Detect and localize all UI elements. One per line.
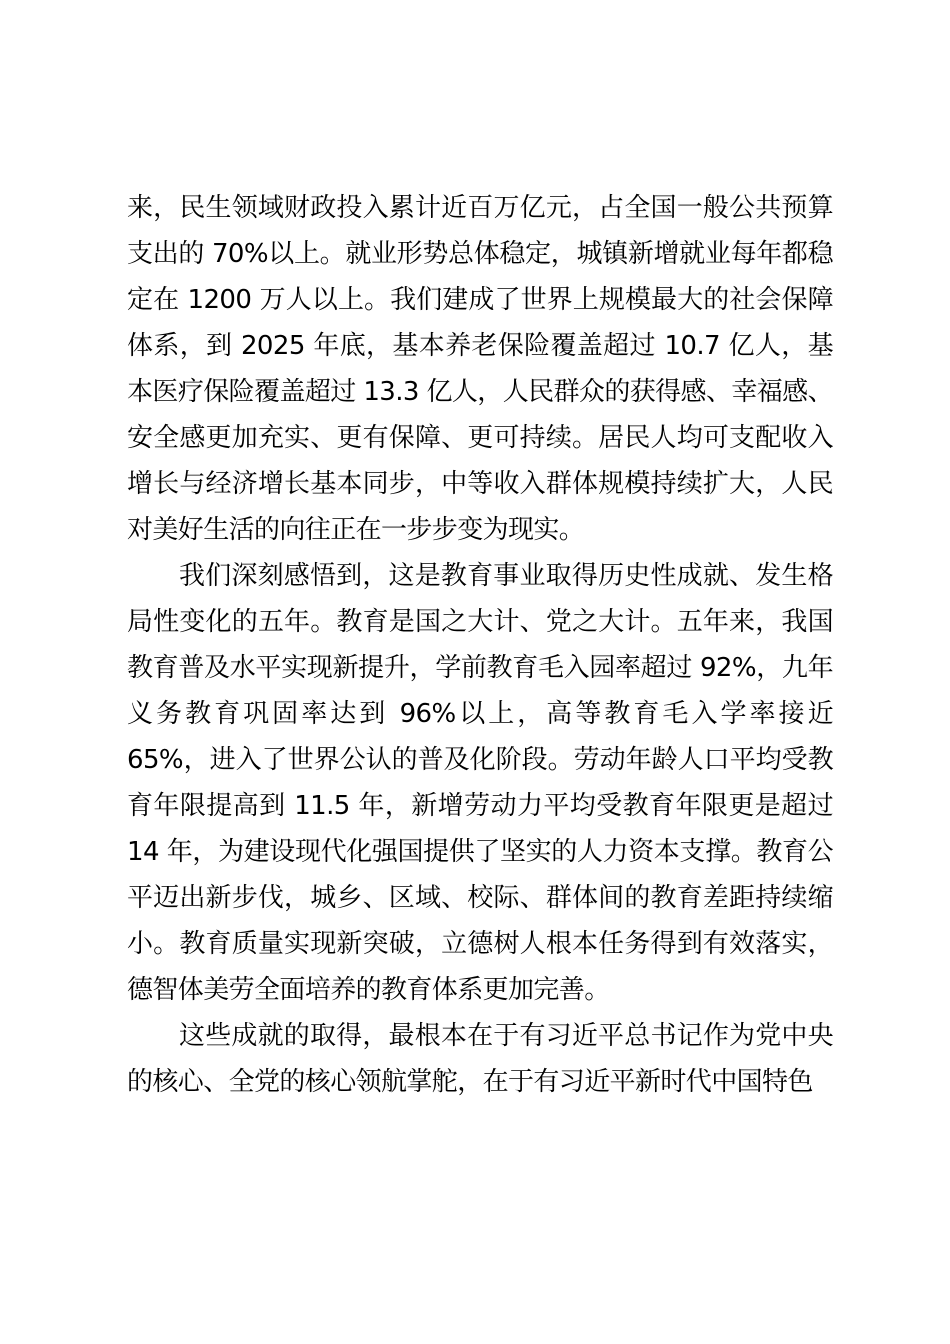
paragraph-education: 我们深刻感悟到，这是教育事业取得历史性成就、发生格局性变化的五年。教育是国之大计、党之大计。五年来，我国教育普及水平实现新提升，学前教育毛入园率超过 92%，九年义务教育巩固率达到 96%以上，高等教育毛入学率接近 65%，进入了世界公认的普及化阶段。劳动年龄人口平均受教育年限提高到 11.5 年，新增劳动力平均受教育年限更是超过 14 年，为建设现代化强国提供了坚实的人力资本支撑。教育公平迈出新步伐，城乡、区域、校际、群体间的教育差距持续缩小。教育质量实现新突破，立德树人根本任务得到有效落实，德智体美劳全面培养的教育体系更加完善。 (127, 561, 833, 1005)
document-page (127, 185, 833, 1105)
paragraph-livelihood: 来，民生领域财政投入累计近百万亿元，占全国一般公共预算支出的 70%以上。就业形势总体稳定，城镇新增就业每年都稳定在 1200 万人以上。我们建成了世界上规模最大的社会保障体系，到 2025 年底，基本养老保险覆盖超过 10.7 亿人，基本医疗保险覆盖超过 13.3 亿人，人民群众的获得感、幸福感、安全感更加充实、更有保障、更可持续。居民人均可支配收入增长与经济增长基本同步，中等收入群体规模持续扩大，人民对美好生活的向往正在一步步变为现实。 (127, 193, 833, 545)
paragraph-achievements: 这些成就的取得，最根本在于有习近平总书记作为党中央的核心、全党的核心领航掌舵，在于有习近平新时代中国特色 (127, 1021, 833, 1097)
